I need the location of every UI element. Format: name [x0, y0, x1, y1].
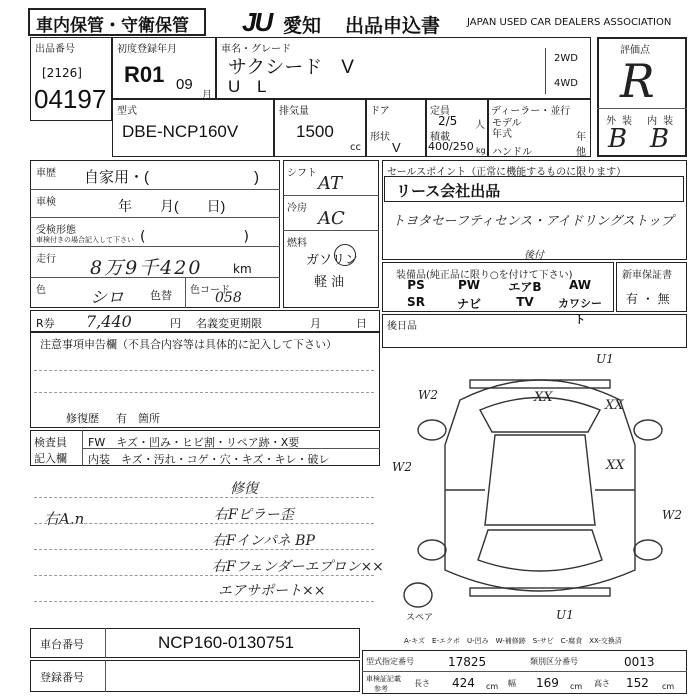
notice-label: 名義変更期限: [196, 317, 262, 330]
mileage-unit: km: [233, 262, 252, 276]
damage-right-w2: W2: [662, 508, 682, 522]
first-reg-label: 初度登録年月: [117, 44, 177, 55]
acceptance-label: 受検形態: [36, 225, 76, 236]
model-spec-value: 17825: [448, 655, 487, 669]
car-name-label: 車名・グレード: [221, 44, 291, 55]
height-unit: cm: [662, 682, 675, 691]
score-value: R: [620, 54, 655, 108]
length-value: 424: [452, 676, 475, 690]
equip-sr: SR: [407, 295, 425, 309]
first-reg-month-unit: 月: [202, 90, 212, 101]
rear-glass: [478, 530, 602, 571]
storage-label: 車内保管・守衛保管: [36, 16, 189, 35]
sales-point-text: トヨタセーフティセンス・アイドリングストップ: [392, 214, 674, 229]
recycle-unit: 円: [170, 317, 181, 330]
doors-shape-value: V: [392, 140, 401, 155]
fuel-gas: ガソリン: [306, 253, 359, 268]
history-value: 自家用・( ): [84, 169, 259, 186]
bumper-rear: [470, 588, 610, 596]
equipment-label: 装備品(純正品に限り○を付けて下さい): [396, 270, 573, 281]
equip-leather: カワシート: [558, 297, 602, 326]
divider: [30, 246, 280, 247]
notice-day-unit: 日: [356, 317, 367, 330]
org-name: 愛知: [283, 16, 322, 37]
length-unit: cm: [486, 682, 499, 691]
car-grade: U L: [228, 77, 273, 96]
equip-airbag: エアB: [508, 280, 542, 294]
checker-label-2: 記入欄: [34, 452, 67, 465]
acceptance-note: 車検付きの場合記入して下さい: [36, 236, 134, 244]
divider: [34, 575, 374, 576]
spare-label: スペア: [406, 613, 434, 623]
displacement-unit: cc: [350, 142, 361, 153]
chassis-value: NCP160-0130751: [158, 633, 295, 652]
registration-divider: [105, 660, 106, 692]
divider: [362, 671, 687, 672]
load-label: 積載: [430, 132, 450, 143]
divider: [283, 230, 379, 231]
checker-fw-row: FW キズ・凹み・ヒビ割・リペア跡・X要: [88, 436, 300, 449]
model-label: 型式: [117, 106, 137, 117]
capacity-label: 定員: [430, 106, 450, 117]
inspection-label: 車検: [36, 197, 56, 208]
warranty-value: 有 ・ 無: [626, 292, 670, 306]
height-label: 高さ: [594, 679, 610, 688]
cert-label: 車検証記載: [366, 675, 401, 683]
equip-ps: PS: [407, 278, 425, 292]
displacement-value: 1500: [296, 122, 334, 141]
equip-navi: ナビ: [456, 297, 481, 311]
acceptance-paren: ( ): [140, 229, 249, 245]
interior-grade: B: [650, 124, 670, 154]
post-entry-box: [382, 314, 687, 348]
divider: [34, 497, 374, 498]
color-change-label: 色替: [150, 289, 172, 302]
ac-value: AC: [318, 208, 345, 229]
wheel-front-right: [634, 420, 662, 440]
damage-top-left: W2: [418, 388, 438, 402]
inspector-note-1: 修復: [230, 481, 258, 497]
damage-legend: A-キズ E-エクボ U-凹み W-補修跡 S-サビ C-腐食 XX-交換済: [404, 637, 622, 645]
post-entry-label: 後日品: [387, 321, 417, 332]
recycle-value: 7,440: [86, 312, 132, 331]
equip-pw: PW: [457, 278, 481, 292]
divider: [283, 195, 379, 196]
ref-label: 参考: [374, 685, 388, 693]
dealer-label: ディーラー・並行: [491, 106, 571, 117]
load-value: 400/250: [428, 140, 474, 153]
score-label: 評価点: [620, 45, 650, 56]
model-spec-label: 型式指定番号: [366, 657, 414, 666]
inspector-note-3: 右Fインパネ BP: [212, 533, 315, 549]
recycle-label: R券: [36, 317, 55, 330]
width-unit: cm: [570, 682, 583, 691]
inspection-value: 年 月( 日): [118, 198, 226, 214]
checker-label-1: 検査員: [34, 436, 67, 449]
width-label: 幅: [508, 679, 516, 688]
damage-right-2: XX: [606, 458, 625, 473]
car-name: サクシード V: [228, 57, 354, 78]
color-code-value: 058: [215, 290, 242, 306]
divider: [30, 189, 280, 190]
fuel-label: 燃料: [287, 238, 307, 249]
mileage-value: 8万9千420: [90, 257, 203, 279]
association-name: JAPAN USED CAR DEALERS ASSOCIATION: [467, 17, 672, 28]
divider: [30, 217, 280, 218]
fuel-circle-mark: [334, 244, 356, 266]
fuel-diesel: 軽 油: [314, 275, 345, 290]
load-unit: kg: [476, 146, 486, 155]
class-value: 0013: [624, 655, 655, 669]
wheel-rear-left: [418, 540, 446, 560]
height-value: 152: [626, 676, 649, 690]
sales-point-label: セールスポイント（正常に機能するものに限ります）: [387, 167, 627, 178]
length-label: 長さ: [414, 679, 430, 688]
equipment-handwritten: 後付: [524, 250, 544, 261]
capacity-value: 2/5: [438, 114, 458, 128]
equip-tv: TV: [516, 295, 534, 309]
left-note: 右A.n: [44, 510, 85, 528]
spare-tire: [404, 583, 432, 607]
sales-point-title: リース会社出品: [396, 183, 501, 200]
shift-value: AT: [318, 173, 343, 194]
lot-bracket: [2126]: [42, 66, 82, 80]
doors-shape-label: 形状: [370, 132, 390, 143]
history-label: 車歴: [36, 168, 56, 179]
divider: [34, 523, 374, 524]
equip-aw: AW: [569, 278, 591, 292]
inspector-note-2: 右Fピラー歪: [214, 507, 294, 523]
shift-label: シフト: [287, 168, 317, 179]
warranty-label: 新車保証書: [622, 270, 672, 281]
divider: [34, 549, 374, 550]
car-roof: [485, 435, 595, 525]
model-year-label: モデル 年式: [492, 118, 522, 140]
inspector-note-4: 右Fフェンダーエプロン××: [212, 559, 384, 575]
inspector-note-5: エアサポート××: [218, 583, 326, 599]
form-title: 出品申込書: [345, 16, 441, 37]
divider: [34, 370, 374, 371]
class-label: 類別区分番号: [530, 657, 578, 666]
displacement-label: 排気量: [279, 106, 309, 117]
model-value: DBE-NCP160V: [122, 122, 239, 141]
lot-label: 出品番号: [35, 44, 75, 55]
wheel-front-left: [418, 420, 446, 440]
ext-int-label: 外装 内装: [606, 116, 680, 127]
color-value: シロ: [90, 288, 124, 308]
capacity-unit: 人: [475, 120, 485, 131]
lot-number: 04197: [34, 84, 107, 114]
damage-top-right: U1: [596, 352, 614, 366]
wheel-rear-right: [634, 540, 662, 560]
drive-2wd: 2WD: [554, 53, 578, 64]
registration-label: 登録番号: [40, 671, 84, 684]
damage-mid-left: W2: [392, 460, 412, 474]
mileage-label: 走行: [36, 254, 56, 265]
ju-logo: JU: [242, 7, 272, 37]
handle-unit: 他: [576, 147, 586, 158]
repair-value: 有 箇所: [116, 412, 160, 425]
score-divider: [597, 108, 687, 109]
width-value: 169: [536, 676, 559, 690]
chassis-divider: [105, 628, 106, 658]
drive-4wd: 4WD: [554, 78, 578, 89]
notice-month-unit: 月: [310, 317, 321, 330]
damage-bottom-u1: U1: [556, 608, 574, 622]
first-reg-era: R01: [124, 62, 165, 87]
color-code-label: 色コード: [190, 285, 230, 296]
repair-label: 修復歴: [66, 412, 99, 425]
checker-interior-row: 内装 キズ・汚れ・コゲ・穴・キズ・キレ・破レ: [88, 453, 330, 466]
color-change-divider: [185, 277, 186, 308]
chassis-label: 車台番号: [40, 638, 84, 651]
notes-label: 注意事項申告欄（不具合内容等は具体的に記入して下さい）: [40, 338, 337, 351]
damage-right-1: XX: [605, 398, 624, 413]
ac-label: 冷房: [287, 203, 307, 214]
exterior-grade: B: [608, 124, 628, 154]
first-reg-month: 09: [176, 76, 193, 93]
divider: [34, 601, 374, 602]
handle-label: ハンドル: [492, 147, 532, 158]
color-label: 色: [36, 285, 46, 296]
divider: [34, 392, 374, 393]
model-year-unit: 年: [576, 132, 586, 143]
damage-top-center: XX: [534, 390, 553, 405]
doors-label: ドア: [370, 106, 390, 117]
